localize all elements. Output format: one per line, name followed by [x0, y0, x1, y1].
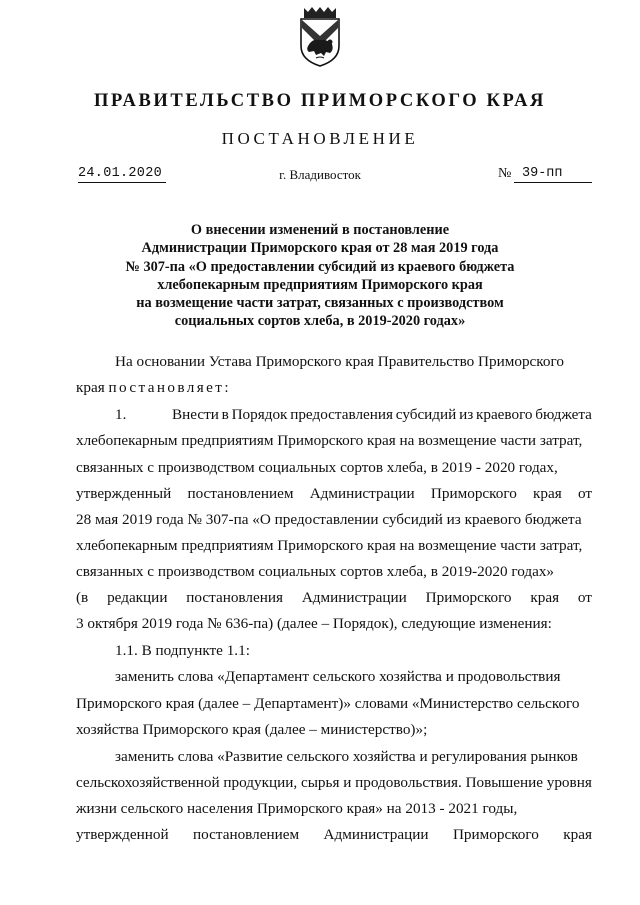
word: краевого [475, 406, 533, 423]
body-line: хлебопекарным предприятиям Приморского края на возмещение части затрат, [76, 537, 583, 554]
body-line: хозяйства Приморского края (далее – министерство)»; [76, 721, 428, 738]
word: Администрации [323, 826, 429, 843]
document-city: г. Владивосток [279, 167, 361, 182]
title-line: хлебопекарным предприятиям Приморского края [157, 276, 483, 293]
text-segment: края [76, 379, 109, 396]
title-line: № 307-па «О предоставлении субсидий из краевого бюджета [125, 258, 515, 275]
document-type: ПОСТАНОВЛЕНИЕ [221, 129, 419, 148]
word: Приморского [430, 485, 517, 502]
word: (в [76, 589, 89, 606]
body-line: хлебопекарным предприятиям Приморского края на возмещение части затрат, [76, 432, 583, 449]
body-line: 3 октября 2019 года № 636-па) (далее – Порядок), следующие изменения: [76, 615, 552, 632]
document-title [60, 221, 580, 331]
word: субсидий [395, 406, 457, 423]
subparagraph-heading: 1.1. В подпункте 1.1: [115, 642, 250, 659]
number-sign: № [498, 166, 512, 181]
paragraph-number: 1. [115, 406, 127, 423]
word: Приморского [425, 589, 512, 606]
word: предоставления [290, 406, 394, 423]
body-line: связанных с производством социальных сортов хлеба, в 2019 - 2020 годах, [76, 459, 558, 476]
body-line [76, 378, 229, 398]
decree-word: постановляет [108, 379, 225, 396]
word: постановлением [187, 485, 294, 502]
word: бюджета [535, 406, 592, 423]
body-line: Приморского края (далее – Департамент)» словами «Министерство сельского [76, 695, 580, 712]
body-line-justified [76, 484, 592, 504]
text-segment: : [224, 379, 229, 396]
body-line: На основании Устава Приморского края Правительство Приморского [115, 353, 564, 370]
word: из [459, 406, 474, 423]
word: Внести [172, 406, 219, 423]
word: утвержденный [76, 485, 172, 502]
word: от [577, 589, 592, 606]
body-line-justified [76, 825, 592, 845]
word: Администрации [301, 589, 407, 606]
body-line: жизни сельского населения Приморского края» на 2013 - 2021 годы, [76, 800, 518, 817]
word: редакции [107, 589, 168, 606]
body-line: 28 мая 2019 года № 307-па «О предоставлении субсидий из краевого бюджета [76, 511, 582, 528]
body-line: сельскохозяйственной продукции, сырья и продовольствия. Повышение уровня [76, 774, 592, 791]
word: Администрации [309, 485, 415, 502]
word: утвержденной [76, 826, 169, 843]
word: постановления [186, 589, 283, 606]
title-line: на возмещение части затрат, связанных с производством [136, 295, 504, 312]
word: постановлением [193, 826, 300, 843]
title-line: О внесении изменений в постановление [190, 222, 450, 238]
word: в [221, 406, 229, 423]
word: от [577, 485, 592, 502]
body-line [172, 405, 592, 425]
title-line: социальных сортов хлеба, в 2019-2020 годах» [174, 313, 466, 330]
document-date: 24.01.2020 [78, 166, 166, 183]
word: края [533, 485, 562, 502]
word: края [530, 589, 560, 606]
word: Приморского [452, 826, 539, 843]
body-line: связанных с производством социальных сортов хлеба, в 2019-2020 годах» [76, 563, 555, 580]
body-line: заменить слова «Развитие сельского хозяйства и регулирования рынков [115, 748, 578, 765]
body-line: заменить слова «Департамент сельского хозяйства и продовольствия [115, 668, 561, 685]
word: Порядок [231, 406, 288, 423]
coat-of-arms-emblem [296, 6, 344, 68]
organization-name: ПРАВИТЕЛЬСТВО ПРИМОРСКОГО КРАЯ [93, 91, 546, 111]
word: края [563, 826, 592, 843]
title-line: Администрации Приморского края от 28 мая 2019 года [141, 240, 499, 257]
document-number: 39-пп [514, 166, 592, 183]
body-line-justified [76, 588, 592, 608]
